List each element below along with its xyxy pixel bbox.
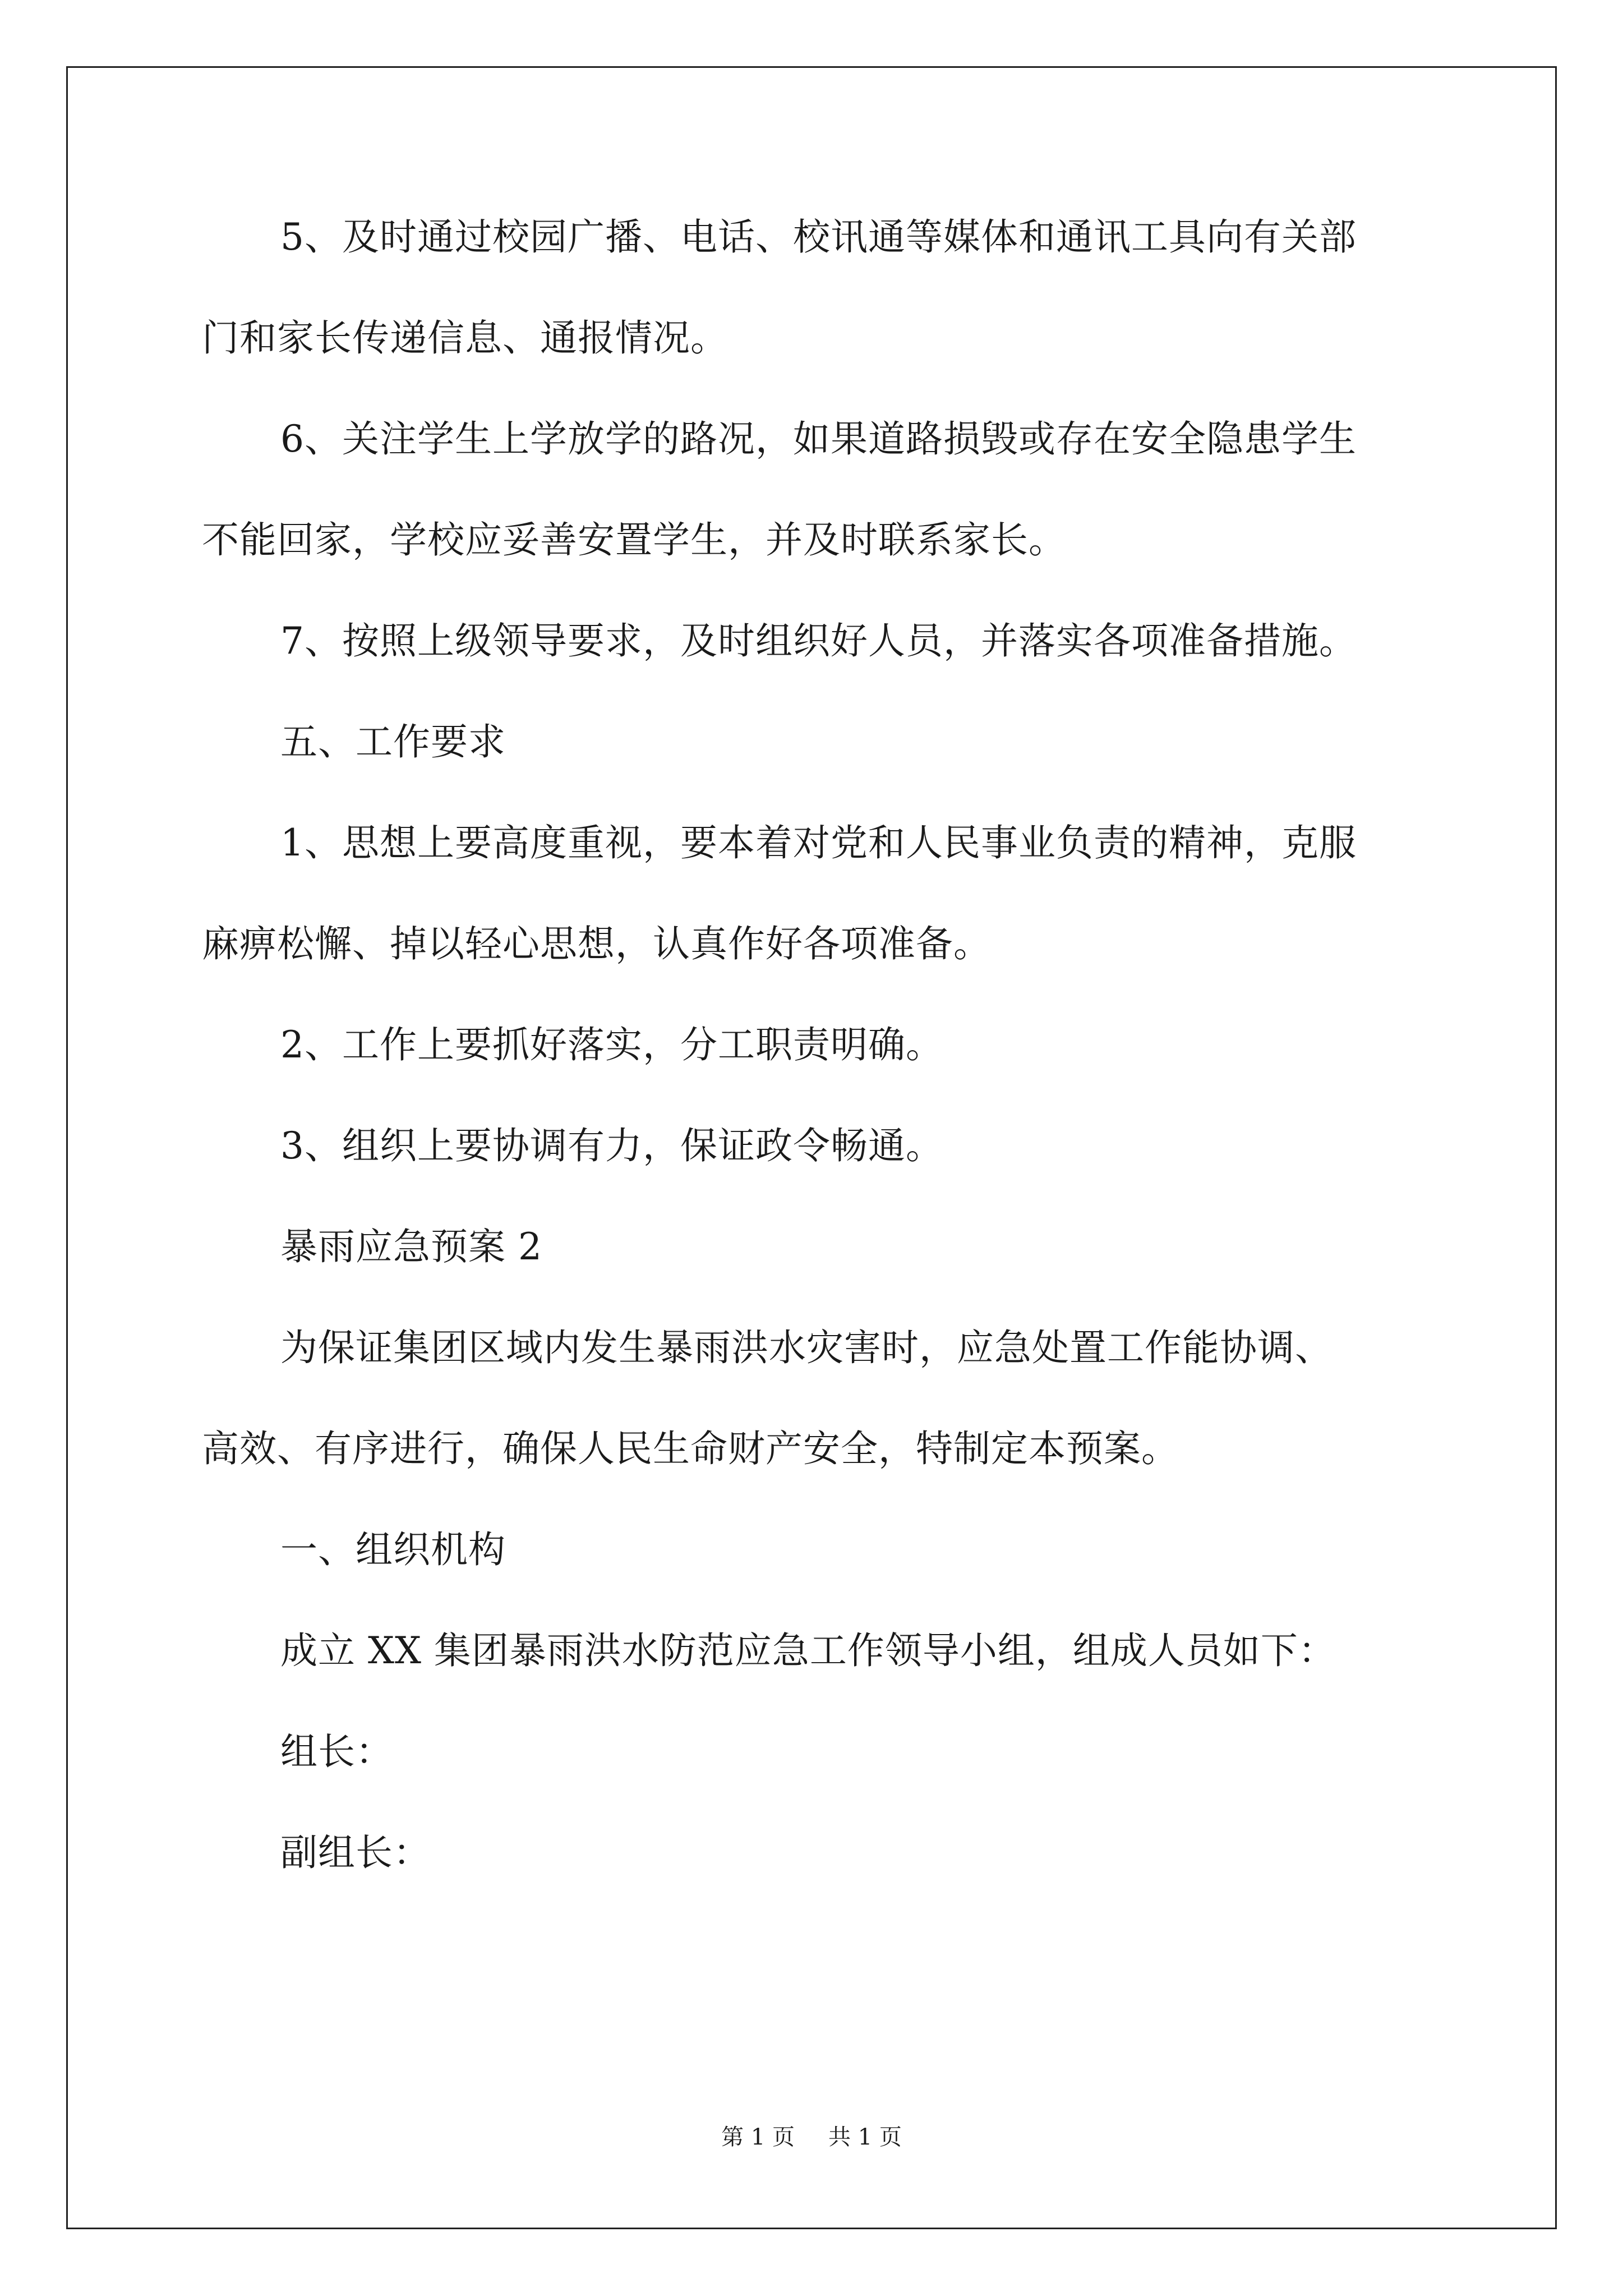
text-line: 6、关注学生上学放学的路况，如果道路损毁或存在安全隐患学生 — [280, 417, 1357, 461]
text-line: 2、工作上要抓好落实，分工职责明确。 — [280, 1023, 943, 1066]
text-line: 组长： — [280, 1730, 393, 1773]
text-line: 高效、有序进行，确保人民生命财产安全，特制定本预案。 — [202, 1427, 1179, 1470]
text-line: 7、按照上级领导要求，及时组织好人员，并落实各项准备措施。 — [280, 619, 1357, 662]
text-line: 门和家长传递信息、通报情况。 — [202, 316, 728, 360]
page-number: 第 1 页 — [721, 2124, 795, 2150]
text-line: 为保证集团区域内发生暴雨洪水灾害时，应急处置工作能协调、 — [280, 1326, 1332, 1369]
section-heading: 一、组织机构 — [280, 1528, 506, 1571]
section-heading: 五、工作要求 — [280, 720, 506, 763]
page-total: 共 1 页 — [828, 2124, 902, 2150]
page-footer — [0, 2124, 1623, 2151]
text-line: 副组长： — [280, 1831, 431, 1874]
document-subtitle: 暴雨应急预案 2 — [280, 1225, 542, 1268]
text-line: 麻痹松懈、掉以轻心思想，认真作好各项准备。 — [202, 922, 991, 965]
document-body — [202, 215, 1436, 1935]
text-line: 3、组织上要协调有力，保证政令畅通。 — [280, 1124, 943, 1167]
text-line: 1、思想上要高度重视，要本着对党和人民事业负责的精神，克服 — [280, 821, 1357, 864]
text-line: 成立 XX 集团暴雨洪水防范应急工作领导小组，组成人员如下： — [280, 1629, 1336, 1672]
text-line: 不能回家，学校应妥善安置学生，并及时联系家长。 — [202, 518, 1066, 562]
text-line: 5、及时通过校园广播、电话、校讯通等媒体和通讯工具向有关部 — [280, 215, 1357, 259]
